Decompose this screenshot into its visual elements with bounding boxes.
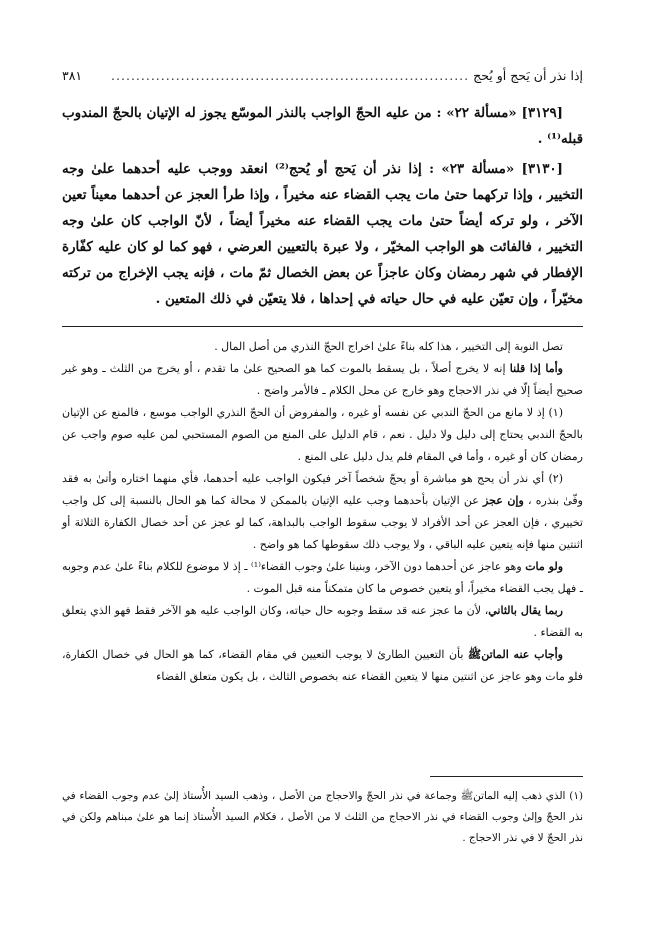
footnotes [62,786,583,849]
commentary-text [62,336,583,688]
footnote-1: (١) الذي ذهب إليه الماتنﷺ وجماعة في نذر الحجّ والاحجاج من الأصل ، وذهب السيد الأُستاذ إلىٰ عدم وجوب القضاء في نذر الحجّ وإلىٰ وجوب القضاء في نذر الاحجاج من الثلث لا من الأصل ، فكلام السيد الأُستاذ إنما هو علىٰ مبناهم ولكن في نذر الحجّ لا في نذر الاحجاج . [62,790,583,844]
commentary-paragraph: ولو مات وهو عاجز عن أحدهما دون الآخر، وبنينا علىٰ وجوب القضاء⁽¹⁾ ـ إذ لا موضوع للكلام بناءً علىٰ عدم وجوبه ـ فهل يجب القضاء مخيراً، أو يتعين خصوص ما كان متمكناً منه قبل الموت . [62,560,583,595]
commentary-paragraph: وأجاب عنه الماتنﷺ بأن التعيين الطارئ لا يوجب التعيين في مقام القضاء، كما هو الحال في خصال الكفارة، فلو مات وهو عاجز عن اثنتين منها لا يتعين القضاء عنه بخصوص الثالث ، بل يكون متعلق القضاء [62,648,583,683]
keyword: وأما إذا قلنا [509,362,563,375]
separator-line [62,326,583,327]
commentary-paragraph: وأما إذا قلنا إنه لا يخرج أصلاً ، بل يسقط بالموت كما هو الصحيح علىٰ ما تقدم ، أو يخرج من الثلث ـ وهو غير صحيح أيضاً إلّا في نذر الاحجاج وهو خارج عن محل الكلام ـ فالأمر واضح . [62,362,583,397]
commentary-note-2: (٢) أي نذر أن يحج هو مباشرة أو يحجّ شخصاً آخر فيكون الواجب عليه أحدهما، فأي منهما اختاره وأتىٰ به فقد وفّىٰ بنذره ، وإن عجز عن الإتيان بأحدهما وجب عليه الإتيان بالممكن لا محالة كما هو الحال بالنسبة إلى كل واجب تخييري ، فإن العجز عن أحد الأفراد لا يوجب سقوط الواجب بالبداهة، كما لو عجز عن أحد خصال الكفارة الثلاثة أو اثنتين منها فإنه يتعين عليه الباقي ، ولا يوجب ذلك سقوطها كما هو واضح . [62,472,583,551]
page-number: ٣٨١ [62,68,83,83]
keyword: وأجاب عنه الماتنﷺ [467,648,563,661]
keyword: ولو مات [525,560,564,573]
header-title: إذا نذر أن يَحج أو يُحج [473,68,583,83]
commentary-continuation: تصل النوبة إلى التخيير ، هذا كله بناءً علىٰ اخراج الحجّ النذري من أصل المال . [214,340,563,353]
issue-3130: [٣١٣٠] «مسألة ٢٣» : إذا نذر أن يَحج أو يُحج⁽²⁾ انعقد ووجب عليه أحدهما علىٰ وجه التخيير ، وإذا تركهما حتىٰ مات يجب القضاء عنه مخيراً ، وإذا طرأ العجز عن أحدهما معيناً تعين الآخر ، ولو تركه أيضاً حتىٰ مات يجب القضاء عنه مخيراً أيضاً ، لأنّ الواجب كان علىٰ وجه التخيير ، فالفائت هو الواجب المخيّر ، ولا عبرة بالتعيين العرضي ، فهو كما لو كان عليه كفّارة الإفطار في شهر رمضان وكان عاجزاً عن بعض الخصال ثمّ مات ، فإنه يجب الإخراج من تركته مخيّراً ، وإن تعيّن عليه في حال حياته في إحداها ، فلا يتعيّن في ذلك المتعين . [62,161,583,307]
keyword: ربما يقال بالثاني [488,604,563,617]
keyword: وإن عجز [483,494,524,507]
issue-3129: [٣١٢٩] «مسألة ٢٢» : من عليه الحجّ الواجب بالنذر الموسّع يجوز له الإتيان بالحجّ المندوب قبله⁽¹⁾ . [62,105,583,147]
footnote-separator [430,776,583,777]
main-text [62,100,583,316]
header-leader-dots: ........................................................................ [111,68,470,83]
running-header [62,68,583,83]
commentary-note-1: (١) إذ لا مانع من الحجّ الندبي عن نفسه أو غيره ، والمفروض أن الحجّ النذري الواجب موسع ، فالمنع عن الإتيان بالحجّ الندبي يحتاج إلى دليل ولا دليل . نعم ، قام الدليل على المنع من الصوم المستحبي لمن عليه صوم واجب عن رمضان كان أو غيره ، وأما في المقام فلم يدل دليل على المنع . [62,406,583,463]
commentary-paragraph: ربما يقال بالثاني، لأن ما عجز عنه قد سقط وجوبه حال حياته، وكان الواجب عليه هو الآخر فقط فهو الذي يتعلق به القضاء . [62,604,583,639]
